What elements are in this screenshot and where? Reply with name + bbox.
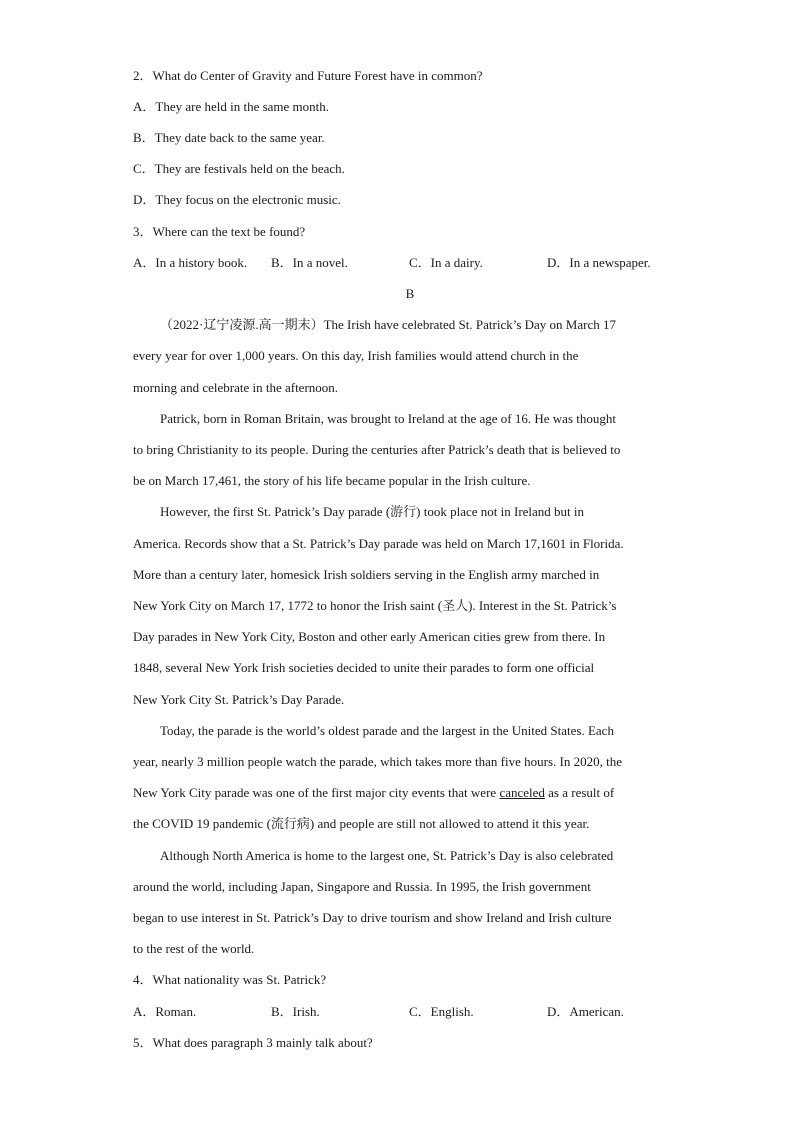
question-4-option-d: D．American. xyxy=(547,1004,624,1019)
question-2-option-a: A．They are held in the same month. xyxy=(133,99,330,114)
question-3-option-b: B．In a novel. xyxy=(271,255,348,270)
question-4-option-a: A．Roman. xyxy=(133,1004,197,1019)
passage-line: the COVID 19 pandemic (流行病) and people are still not allowed to attend it this year. xyxy=(133,816,590,831)
passage-line: （2022·辽宁凌源.高一期末）The Irish have celebrated St. Patrick’s Day on March 17 xyxy=(160,317,616,332)
passage-line: Today, the parade is the world’s oldest parade and the largest in the United States. Each xyxy=(160,723,614,738)
passage-line: to the rest of the world. xyxy=(133,941,255,956)
passage-line: New York City St. Patrick’s Day Parade. xyxy=(133,692,345,707)
passage-line: year, nearly 3 million people watch the parade, which takes more than five hours. In 2020, the xyxy=(133,754,622,769)
question-3-stem: 3．Where can the text be found? xyxy=(133,224,306,239)
passage-line: be on March 17,461, the story of his life became popular in the Irish culture. xyxy=(133,473,531,488)
question-2-option-c: C．They are festivals held on the beach. xyxy=(133,161,345,176)
question-4-option-c: C．English. xyxy=(409,1004,474,1019)
passage-line: began to use interest in St. Patrick’s Day to drive tourism and show Ireland and Irish culture xyxy=(133,910,612,925)
passage-line: to bring Christianity to its people. During the centuries after Patrick’s death that is believed to xyxy=(133,442,621,457)
passage-line: America. Records show that a St. Patrick’s Day parade was held on March 17,1601 in Florida. xyxy=(133,536,624,551)
passage-line: Patrick, born in Roman Britain, was brought to Ireland at the age of 16. He was thought xyxy=(160,411,616,426)
question-4-stem: 4．What nationality was St. Patrick? xyxy=(133,972,327,987)
passage-text: as a result of xyxy=(544,785,615,800)
passage-line: around the world, including Japan, Singapore and Russia. In 1995, the Irish government xyxy=(133,879,591,894)
passage-text: New York City parade was one of the first major city events that were xyxy=(133,785,500,800)
passage-line: 1848, several New York Irish societies decided to unite their parades to form one official xyxy=(133,660,595,675)
question-4-option-b: B．Irish. xyxy=(271,1004,320,1019)
question-5-stem: 5．What does paragraph 3 mainly talk about? xyxy=(133,1035,373,1050)
question-2-option-d: D．They focus on the electronic music. xyxy=(133,192,341,207)
passage-line: every year for over 1,000 years. On this day, Irish families would attend church in the xyxy=(133,348,579,363)
question-2-stem: 2．What do Center of Gravity and Future Forest have in common? xyxy=(133,68,483,83)
passage-line: Although North America is home to the largest one, St. Patrick’s Day is also celebrated xyxy=(160,848,614,863)
passage-line: Day parades in New York City, Boston and other early American cities grew from there. In xyxy=(133,629,606,644)
question-3-option-c: C．In a dairy. xyxy=(409,255,483,270)
section-label: B xyxy=(405,286,415,301)
passage-line: New York City on March 17, 1772 to honor the Irish saint (圣人). Interest in the St. Patrick’s xyxy=(133,598,617,613)
passage-line xyxy=(133,785,614,801)
passage-line: However, the first St. Patrick’s Day parade (游行) took place not in Ireland but in xyxy=(160,504,585,519)
passage-line: More than a century later, homesick Irish soldiers serving in the English army marched in xyxy=(133,567,600,582)
underlined-word: canceled xyxy=(499,785,545,800)
question-3-option-a: A．In a history book. xyxy=(133,255,248,270)
question-2-option-b: B．They date back to the same year. xyxy=(133,130,325,145)
passage-line: morning and celebrate in the afternoon. xyxy=(133,380,339,395)
question-3-option-d: D．In a newspaper. xyxy=(547,255,651,270)
